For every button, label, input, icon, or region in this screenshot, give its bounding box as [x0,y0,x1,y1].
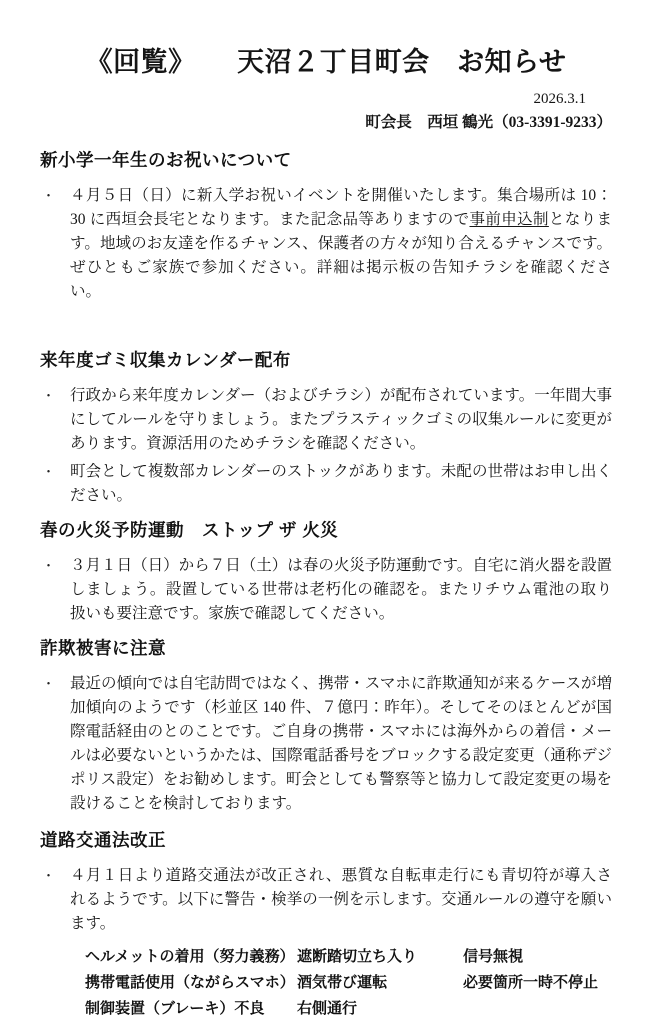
document-title: 《回覧》 天沼２丁目町会 お知らせ [85,47,567,77]
violation-cell: ヘルメットの着用（努力義務） [85,948,295,965]
bullet-text-pre: ４月５日（日）に新入学お祝いイベントを開催いたします。集合場所は 10：30 に西垣会長宅となります。また記念品等ありますので [70,187,612,228]
bullet-item [40,672,612,816]
bullet-marker: ・ [42,388,56,403]
bullet-marker: ・ [42,464,56,479]
underlined-text-advance-application: 事前申込制 [469,211,549,228]
section-heading-road-traffic-law: 道路交通法改正 [40,830,166,850]
document-meta [40,89,612,134]
section-fraud-warning [40,636,612,816]
bullet-marker: ・ [42,188,56,203]
violation-row [85,970,612,996]
bullet-item [40,864,612,936]
bullet-text: 行政から来年度カレンダー（およびチラシ）が配布されています。一年間大事にしてルールを守りましょう。またプラスティックゴミの収集ルールに変更があります。資源活用のためチラシを確認ください。 [70,387,612,452]
bullet-item [40,384,612,456]
violation-cell: 遮断踏切立ち入り [297,948,418,965]
bullet-item [40,184,612,304]
bullet-item [40,554,612,626]
section-heading-first-graders: 新小学一年生のお祝いについて [40,150,292,170]
violation-cell: 右側通行 [297,1000,358,1017]
bullet-text: 最近の傾向では自宅訪問ではなく、携帯・スマホに詐欺通知が来るケースが増加傾向のようです（杉並区 140 件、７億円：昨年）。そしてそのほとんどが国際電話経由のとのことです。ご自身の携帯・スマホには海外からの着信・メールは必要ないというかたは、国際電話番号をブロックする設定変更（通称デジポリス設定）をお勧めします。町会としても警察等と協力して設定変更の場を設けることを検討しております。 [70,675,612,812]
violation-cell: 必要箇所一時不停止 [463,974,599,991]
violation-examples-table [85,944,612,1022]
bullet-marker: ・ [42,558,56,573]
bullet-text [70,184,612,304]
bullet-text: 町会として複数部カレンダーのストックがあります。未配の世帯はお申し出ください。 [70,463,612,504]
violation-cell: 信号無視 [463,948,524,965]
section-first-graders-celebration [40,148,612,304]
section-heading-fire-prevention: 春の火災予防運動 ストップ ザ 火災 [40,520,339,540]
document-date: 2026.3.1 [533,91,586,107]
violation-row [85,944,612,970]
bullet-text: ３月１日（日）から７日（土）は春の火災予防運動です。自宅に消火器を設置しましょう。設置している世帯は老朽化の確認を。またリチウム電池の取り扱いも要注意です。家族で確認してください。 [70,557,612,622]
violation-row [85,996,612,1022]
violation-cell [463,996,612,1022]
violation-cell: 制御装置（ブレーキ）不良 [85,1000,265,1017]
bullet-marker: ・ [42,868,56,883]
bullet-item [40,460,612,508]
section-fire-prevention [40,518,612,626]
section-heading-fraud-warning: 詐欺被害に注意 [40,638,166,658]
bullet-text: ４月１日より道路交通法が改正され、悪質な自転車走行にも青切符が導入されるようです。以下に警告・検挙の一例を示します。交通ルールの遵守を願います。 [70,867,612,932]
violation-cell: 酒気帯び運転 [297,974,388,991]
bullet-text-post: となります。地域のお友達を作るチャンス、保護者の方々が知り合えるチャンスです。ぜひともご家族で参加ください。詳細は掲示板の告知チラシを確認ください。 [70,211,612,300]
violation-cell: 携帯電話使用（ながらスマホ） [85,974,295,991]
section-heading-garbage-calendar: 来年度ゴミ収集カレンダー配布 [40,350,291,370]
section-road-traffic-law [40,828,612,1022]
bullet-marker: ・ [42,676,56,691]
section-garbage-calendar [40,348,612,508]
document-author-line: 町会長 西垣 鶴光（03-3391-9233） [365,114,612,131]
